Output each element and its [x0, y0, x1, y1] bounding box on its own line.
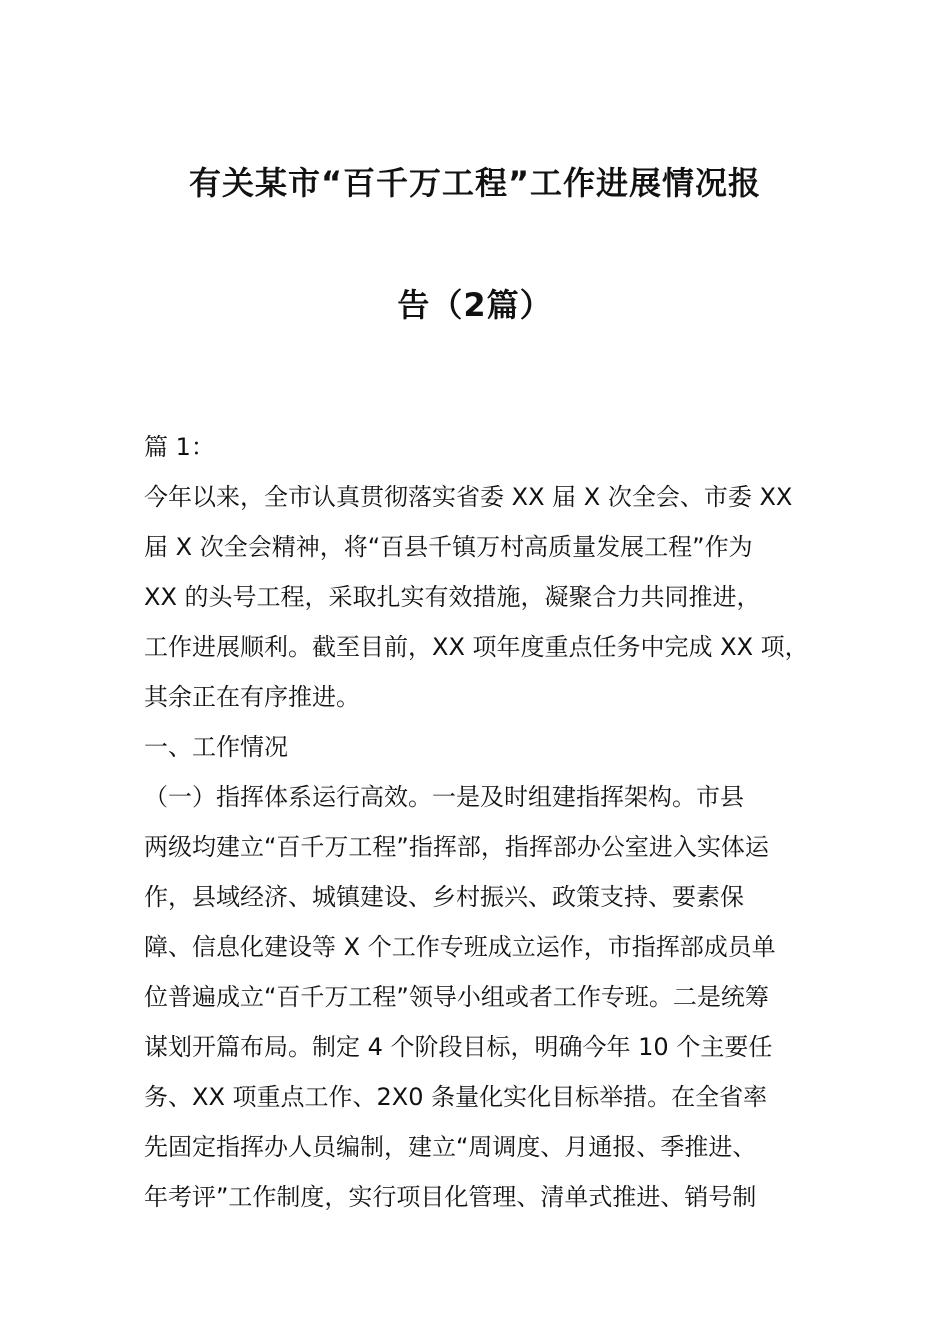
paragraph-line: 其余正在有序推进。 — [144, 683, 360, 711]
paragraph-line: （一）指挥体系运行高效。一是及时组建指挥架构。市县 — [144, 783, 744, 811]
paragraph-line: 工作进展顺利。截至目前，XX 项年度重点任务中完成 XX 项， — [144, 633, 809, 661]
paragraph-line: 障、信息化建设等 X 个工作专班成立运作，市指挥部成员单 — [144, 933, 776, 961]
document-title-line-2: 告（2篇） — [397, 286, 553, 324]
section-label: 篇 1： — [144, 433, 215, 461]
paragraph-line: 位普遍成立“百千万工程”领导小组或者工作专班。二是统筹 — [144, 983, 769, 1011]
section-heading: 一、工作情况 — [144, 733, 288, 761]
paragraph-line: 谋划开篇布局。制定 4 个阶段目标，明确今年 10 个主要任 — [144, 1033, 773, 1061]
paragraph-line: 今年以来，全市认真贯彻落实省委 XX 届 X 次全会、市委 XX — [144, 483, 793, 511]
paragraph-line: 年考评”工作制度，实行项目化管理、清单式推进、销号制 — [144, 1183, 757, 1211]
paragraph-line: 先固定指挥办人员编制，建立“周调度、月通报、季推进、 — [144, 1133, 757, 1161]
document-title-line-1: 有关某市“百千万工程”工作进展情况报 — [188, 164, 762, 202]
paragraph-line: 届 X 次全会精神，将“百县千镇万村高质量发展工程”作为 — [144, 533, 753, 561]
paragraph-line: 两级均建立“百千万工程”指挥部，指挥部办公室进入实体运 — [144, 833, 769, 861]
document-body — [144, 422, 844, 1222]
paragraph-line: 务、XX 项重点工作、2X0 条量化实化目标举措。在全省率 — [144, 1083, 768, 1111]
paragraph-line: 作，县域经济、城镇建设、乡村振兴、政策支持、要素保 — [144, 883, 744, 911]
paragraph-line: XX 的头号工程，采取扎实有效措施，凝聚合力共同推进， — [144, 583, 761, 611]
